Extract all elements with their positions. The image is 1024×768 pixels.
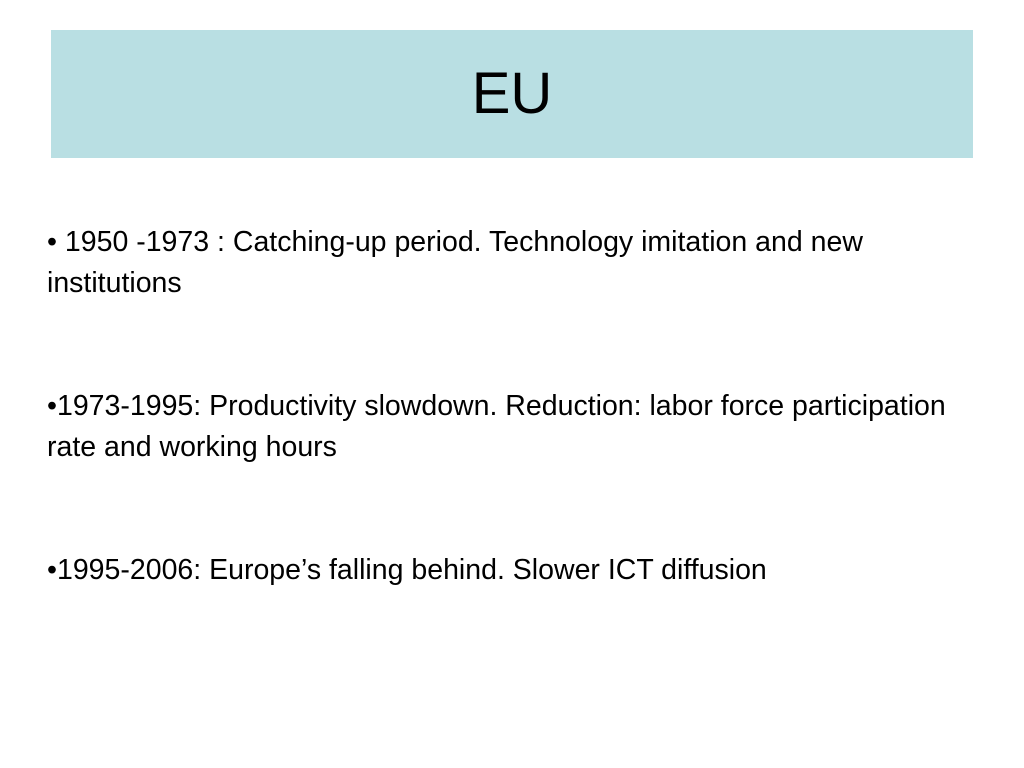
bullet-list <box>47 222 977 591</box>
title-banner <box>51 30 973 158</box>
bullet-item-catching-up: • 1950 -1973 : Catching-up period. Technology imitation and new institutions <box>47 226 863 299</box>
bullet-item-productivity-slowdown: •1973-1995: Productivity slowdown. Reduction: labor force participation rate and working hours <box>47 390 946 463</box>
bullet-item-falling-behind: •1995-2006: Europe’s falling behind. Slower ICT diffusion <box>47 554 767 586</box>
slide-title: EU <box>471 61 553 126</box>
